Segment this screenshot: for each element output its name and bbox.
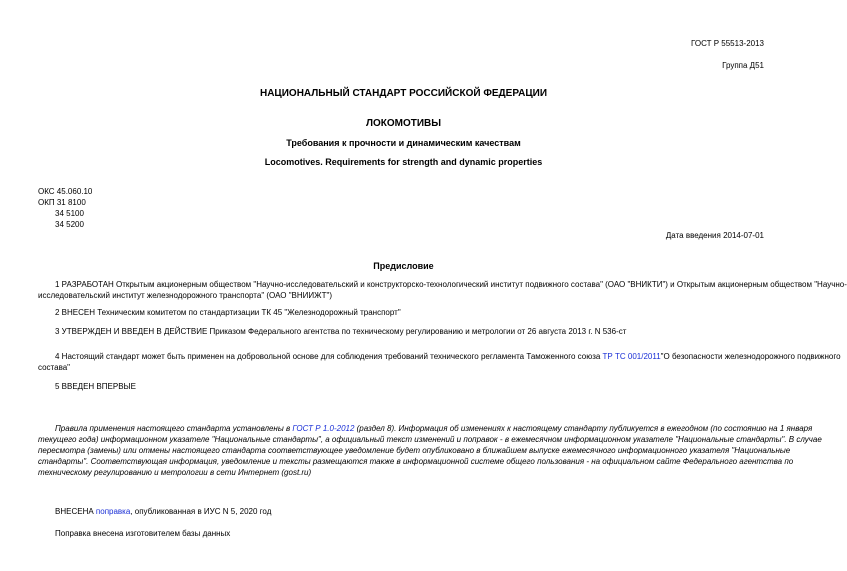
rules-line-5: техническому регулированию и метрологии в сети Интернет (gost.ru): [38, 468, 312, 477]
okp-code-3: 34 5200: [55, 220, 84, 229]
preface-item-5: 5 ВВЕДЕН ВПЕРВЫЕ: [55, 382, 136, 391]
rules-line-4: стандарты". Соответствующая информация, уведомление и тексты размещаются также в информационной системе общего пользования - на официальном сайте Федерального агентства по: [38, 457, 794, 466]
standard-code: ГОСТ Р 55513-2013: [691, 39, 764, 48]
oks-code: ОКС 45.060.10: [38, 187, 93, 196]
amendment-line: [55, 506, 271, 517]
amendment-text-end: , опубликованная в ИУС N 5, 2020 год: [130, 507, 272, 516]
document-title: ЛОКОМОТИВЫ: [365, 118, 442, 129]
group-code: Группа Д51: [722, 61, 764, 70]
subtitle-english: Locomotives. Requirements for strength and dynamic properties: [264, 157, 543, 167]
subtitle-russian: Требования к прочности и динамическим качествам: [286, 138, 521, 148]
preface-item-1-line-2: исследовательский институт железнодорожного транспорта" (ОАО "ВНИИЖТ"): [38, 291, 333, 300]
rules-line-2: текущего года) информационном указателе "Национальные стандарты", а официальный текст изменений и поправок - в ежемесячном информационном указателе "Национальные стандарты". В случае: [38, 435, 822, 444]
database-note: Поправка внесена изготовителем базы данных: [55, 529, 231, 538]
preface-item-4-line-1: [55, 351, 841, 362]
okp-code: ОКП 31 8100: [38, 198, 86, 207]
national-standard-title: НАЦИОНАЛЬНЫЙ СТАНДАРТ РОССИЙСКОЙ ФЕДЕРАЦИИ: [259, 88, 548, 99]
rules-text-1: Правила применения настоящего стандарта установлены в: [55, 424, 293, 433]
preface-item-3: 3 УТВЕРЖДЕН И ВВЕДЕН В ДЕЙСТВИЕ Приказом Федерального агентства по техническому регулированию и метрологии от 26 августа 2013 г. N 536-ст: [55, 327, 627, 336]
preface-item-2: 2 ВНЕСЕН Техническим комитетом по стандартизации ТК 45 "Железнодорожный транспорт": [55, 308, 401, 317]
preface-item-1-line-1: 1 РАЗРАБОТАН Открытым акционерным обществом "Научно-исследовательский и конструкторско-технологический институт подвижного состава" (ОАО "ВНИКТИ") и Открытым акционерным обществом "Научно-: [55, 280, 847, 289]
okp-code-2: 34 5100: [55, 209, 84, 218]
tr-ts-link[interactable]: ТР ТС 001/2011: [602, 352, 661, 361]
amendment-text: ВНЕСЕНА: [55, 507, 96, 516]
rules-text-1-end: (раздел 8). Информация об изменениях к настоящему стандарту публикуется в ежегодном (по состоянию на 1 января: [354, 424, 813, 433]
preface-item-4-text: 4 Настоящий стандарт может быть применен на добровольной основе для соблюдения требований технического регламента Таможенного союза: [55, 352, 603, 361]
rules-line-3: пересмотра (замены) или отмены настоящего стандарта соответствующее уведомление будет опубликовано в ближайшем выпуске ежемесячного информационного указателя "Национальные: [38, 446, 791, 455]
amendment-link[interactable]: поправка: [95, 507, 131, 516]
introduction-date: Дата введения 2014-07-01: [665, 231, 764, 240]
rules-line-1: [55, 423, 812, 434]
preface-heading: Предисловие: [373, 261, 434, 271]
preface-item-4-text-end: "О безопасности железнодорожного подвижного: [660, 352, 841, 361]
preface-item-4-line-2: состава": [38, 363, 71, 372]
gost-r-1-0-link[interactable]: ГОСТ Р 1.0-2012: [292, 424, 355, 433]
